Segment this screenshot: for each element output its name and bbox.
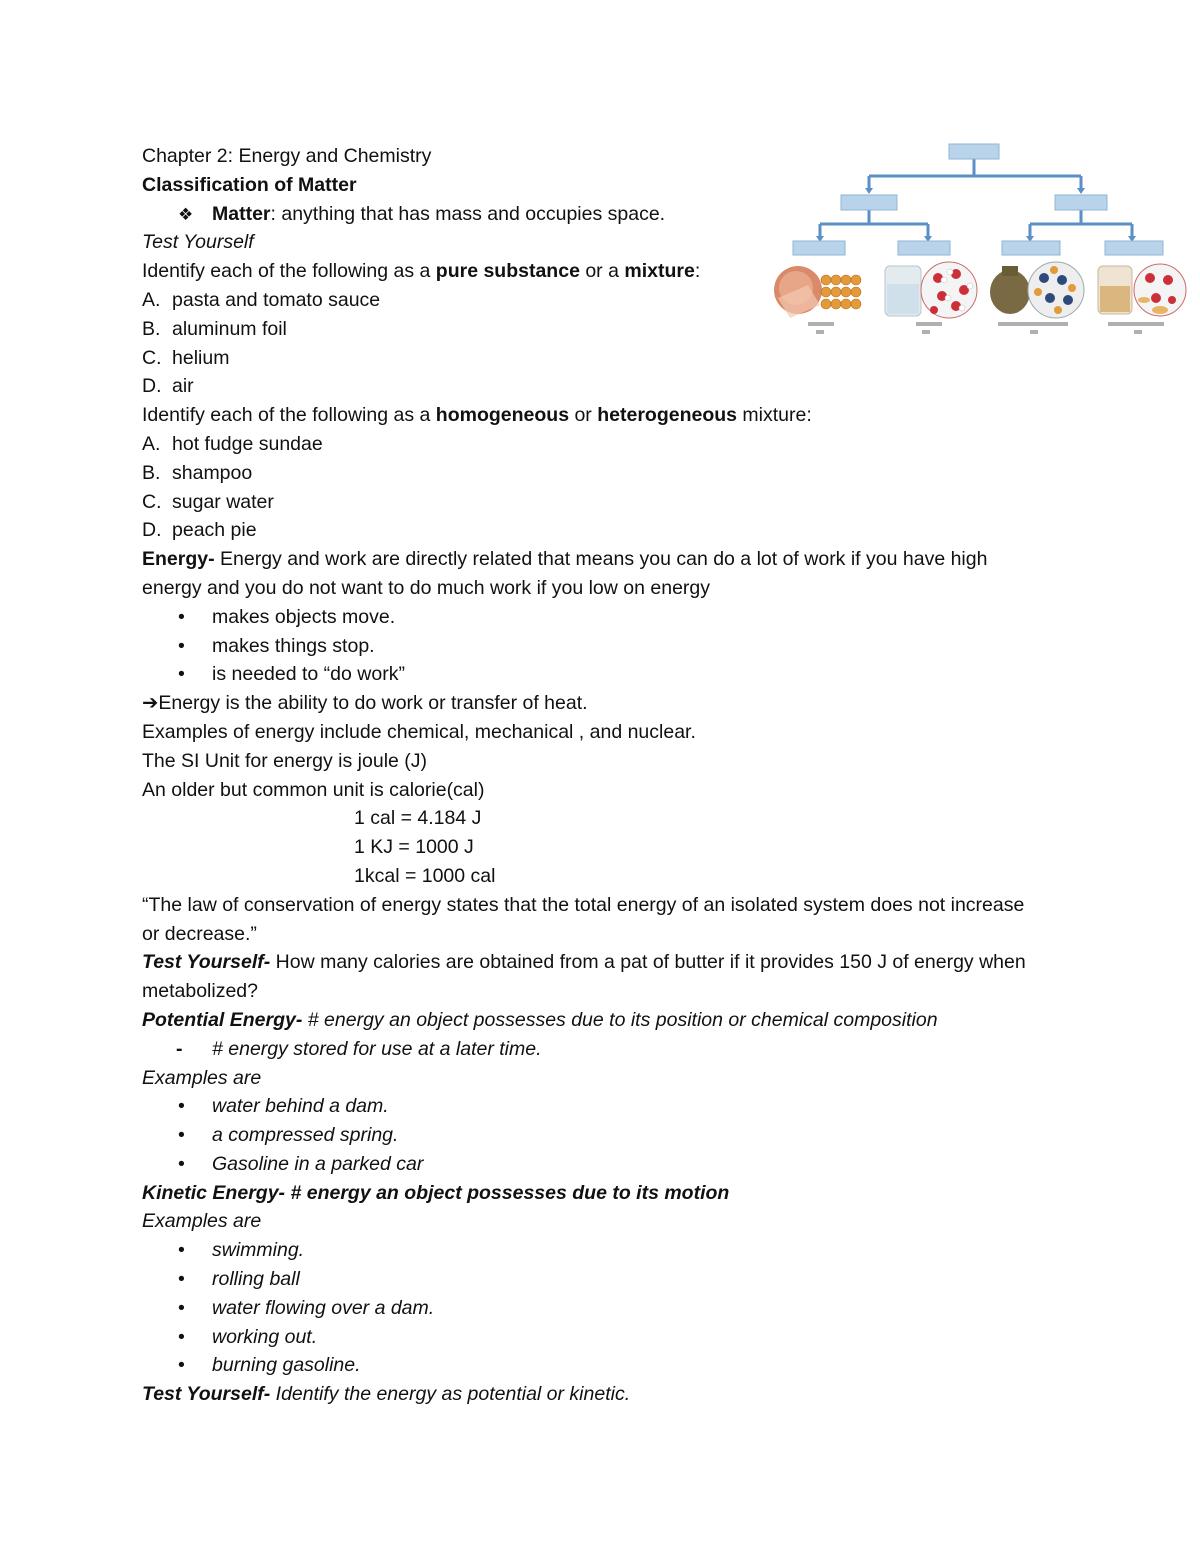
bullet-icon: • [178,1354,185,1377]
list-item-text: shampoo [172,461,253,484]
list-item [142,516,1062,545]
list-item-text: burning gasoline. [212,1354,361,1377]
list-item-text: water flowing over a dam. [212,1296,435,1319]
q2-mid: or [569,404,598,427]
list-item-text: makes things stop. [212,634,375,657]
compound-illustration [885,262,977,318]
potential-energy-sub [142,1035,1062,1064]
list-item [142,1265,1062,1294]
list-item [142,603,1062,632]
bullet-icon: • [178,1095,185,1118]
diamond-bullet-icon: ❖ [178,204,194,224]
bullet-icon: • [178,1124,185,1147]
q1-term2: mixture [624,260,695,283]
list-item-text: makes objects move. [212,605,396,628]
matter-term: Matter [212,202,271,225]
bullet-icon: • [178,663,185,686]
homogeneous-mixture-illustration [1098,264,1186,316]
conversion-line: 1kcal = 1000 cal [354,864,496,887]
heterogeneous-mixture-illustration [990,262,1084,318]
list-marker: D. [142,375,162,398]
list-marker: A. [142,432,161,455]
list-item [142,1121,1062,1150]
list-item-text: swimming. [212,1239,305,1262]
list-item-text: aluminum foil [172,317,287,340]
kinetic-energy-term: Kinetic Energy- [142,1181,286,1204]
bullet-icon: • [178,1239,185,1262]
potential-energy-definition [142,1006,1062,1035]
q2-term1: homogeneous [435,404,570,427]
list-item [142,1150,1062,1179]
energy-ability [142,689,1062,718]
test-yourself-label: Test Yourself- [142,951,271,974]
list-marker: A. [142,288,161,311]
potential-energy-term: Potential Energy- [142,1008,303,1031]
list-item [142,430,1062,459]
dash-bullet-icon: - [176,1037,183,1060]
list-item [142,1294,1062,1323]
test-yourself-kinetic [142,1380,1062,1409]
test-yourself-calories [142,948,1057,1006]
energy-ability-text: Energy is the ability to do work or transfer of heat. [158,692,588,715]
list-item-text: Gasoline in a parked car [212,1152,424,1175]
list-item-text: sugar water [172,490,274,513]
list-item-text: rolling ball [212,1268,300,1291]
bullet-icon: • [178,1152,185,1175]
list-item [142,1323,1062,1352]
kinetic-energy-text: # energy an object possesses due to its motion [285,1181,730,1204]
list-marker: B. [142,317,161,340]
list-marker: B. [142,461,161,484]
list-item-text: hot fudge sundae [172,432,323,455]
test-yourself-label: Test Yourself [142,231,254,254]
diagram-captions [808,322,1164,334]
test-yourself-question: Identify the energy as potential or kinetic. [270,1383,631,1406]
conservation-law: “The law of conservation of energy states that the total energy of an isolated system does not increase or decrease.” [142,893,1025,945]
test-yourself-label: Test Yourself- [142,1383,271,1406]
list-item [142,1351,1062,1380]
list-marker: C. [142,490,162,513]
examples-label: Examples are [142,1210,262,1233]
energy-examples: Examples of energy include chemical, mechanical , and nuclear. [142,720,696,743]
bullet-icon: • [178,1325,185,1348]
older-unit: An older but common unit is calorie(cal) [142,778,485,801]
list-item-text: working out. [212,1325,318,1348]
list-item-text: water behind a dam. [212,1095,389,1118]
q2-pre: Identify each of the following as a [142,404,436,427]
chapter-title: Chapter 2: Energy and Chemistry [142,145,432,167]
list-item-text: is needed to “do work” [212,663,405,686]
energy-term: Energy- [142,548,215,571]
potential-energy-text: # energy an object possesses due to its position or chemical composition [302,1008,938,1031]
list-item-text: peach pie [172,519,257,542]
list-item [142,632,1062,661]
q2-post: mixture: [737,404,812,427]
list-item [142,488,1062,517]
bullet-icon: • [178,1268,185,1291]
matter-definition-text: : anything that has mass and occupies space. [270,202,666,225]
section-heading: Classification of Matter [142,173,357,196]
arrow-right-icon: ➔ [142,692,159,715]
si-unit: The SI Unit for energy is joule (J) [142,749,428,772]
matter-classification-diagram [768,140,1188,345]
list-item [142,1092,1062,1121]
examples-label: Examples are [142,1066,262,1089]
q1-post: : [694,260,701,283]
q1-mid: or a [579,260,625,283]
diagram-boxes [793,144,1163,255]
energy-definition-text: Energy and work are directly related that means you can do a lot of work if you have high energy and you do not want to do much work if you low on energy [142,548,988,599]
test-yourself-question: How many calories are obtained from a pat of butter if it provides 150 J of energy when metabolized? [142,951,1026,1003]
list-item-text: pasta and tomato sauce [172,288,381,311]
list-item-text: a compressed spring. [212,1124,399,1147]
bullet-icon: • [178,1296,185,1319]
kinetic-energy-definition [142,1179,1062,1208]
q1-term1: pure substance [435,260,580,283]
conversion-line: 1 KJ = 1000 J [354,836,474,859]
list-marker: C. [142,346,162,369]
energy-definition [142,545,1042,603]
q2-term2: heterogeneous [597,404,738,427]
element-illustration [774,266,861,318]
potential-energy-sub-text: # energy stored for use at a later time. [212,1037,542,1060]
list-item-text: air [172,375,194,398]
bullet-icon: • [178,605,185,628]
conversion-line: 1 cal = 4.184 J [354,807,482,830]
list-item [142,1236,1062,1265]
list-item [142,459,1062,488]
list-item [142,372,1062,401]
list-item-text: helium [172,346,230,369]
q1-pre: Identify each of the following as a [142,260,436,283]
diagram-graphic [768,140,1188,345]
list-item [142,660,1062,689]
question-2 [142,401,1062,430]
list-item [142,344,1062,373]
list-marker: D. [142,519,162,542]
bullet-icon: • [178,634,185,657]
